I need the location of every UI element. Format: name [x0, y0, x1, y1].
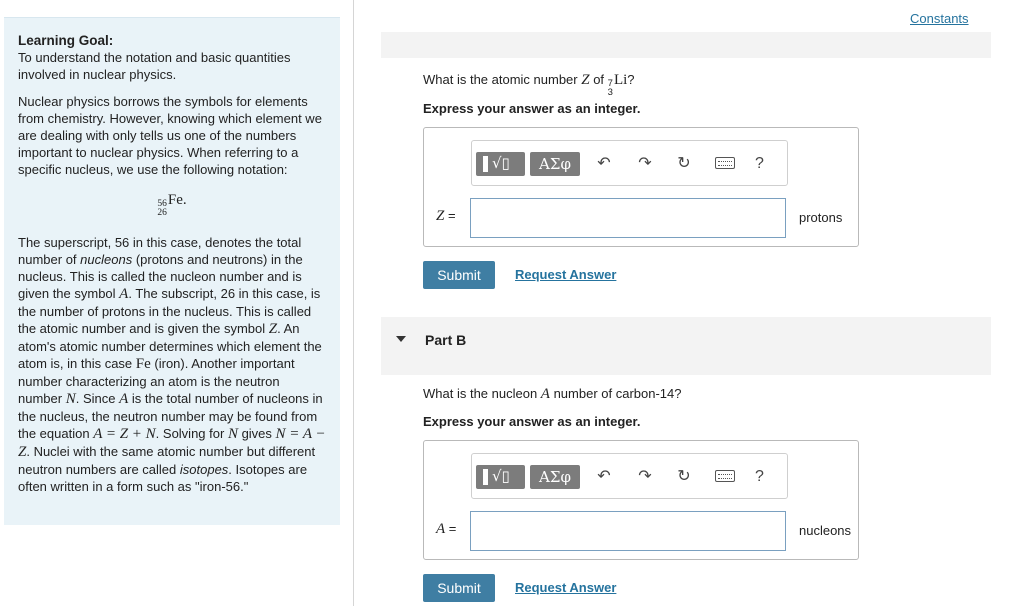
part-b-header-band	[381, 317, 991, 375]
part-b-answer-input[interactable]	[470, 511, 786, 551]
part-a-answer-input[interactable]	[470, 198, 786, 238]
part-a-submit-button[interactable]: Submit	[423, 261, 495, 289]
part-a-instruction: Express your answer as an integer.	[423, 101, 641, 116]
part-a-question: What is the atomic number Z of 7 3 Li?	[423, 72, 635, 98]
undo-icon[interactable]: ↶	[597, 468, 611, 485]
part-a-unit: protons	[799, 210, 843, 225]
mass-number: 56	[157, 199, 167, 209]
iron-nuclide-notation	[18, 192, 326, 218]
greek-symbols-button[interactable]: ΑΣφ	[530, 152, 580, 176]
learning-goal-title: Learning Goal:	[18, 33, 114, 48]
greek-symbols-button[interactable]: ΑΣφ	[530, 465, 580, 489]
atomic-number: 26	[157, 208, 167, 218]
part-b-answer-box	[423, 440, 859, 560]
part-b-collapse-icon[interactable]	[396, 336, 406, 342]
panel-divider	[353, 0, 354, 606]
part-a-math-toolbar	[471, 140, 788, 186]
lithium-nuclide-numbers: 7 3	[607, 78, 613, 98]
help-button[interactable]: ?	[755, 155, 764, 172]
element-symbol: Fe	[167, 192, 183, 208]
part-a-answer-box	[423, 127, 859, 247]
constants-link[interactable]: Constants	[910, 11, 969, 26]
formula-period: .	[182, 192, 187, 208]
part-a-header-band	[381, 32, 991, 58]
keyboard-icon[interactable]	[715, 470, 735, 482]
undo-icon[interactable]: ↶	[597, 155, 611, 172]
template-radical-icon[interactable]: √▯	[476, 465, 525, 489]
learning-goal-text: To understand the notation and basic quantities involved in nuclear physics.	[18, 50, 291, 82]
redo-icon[interactable]: ↷	[638, 468, 652, 485]
part-a-request-answer-link[interactable]: Request Answer	[515, 267, 617, 282]
learning-goal-panel	[4, 17, 340, 525]
part-b-instruction: Express your answer as an integer.	[423, 414, 641, 429]
part-b-question: What is the nucleon A number of carbon-14?	[423, 386, 682, 402]
part-b-unit: nucleons	[799, 523, 852, 538]
keyboard-icon[interactable]	[715, 157, 735, 169]
nuclide-numbers	[157, 200, 167, 218]
redo-icon[interactable]: ↷	[638, 155, 652, 172]
part-b-variable-label: A =	[436, 521, 457, 537]
intro-paragraph: Nuclear physics borrows the symbols for elements from chemistry. However, knowing which element we are dealing with only tells us one of the numbers important to nuclear physics. When referring to a specific nucleus, we use the following notation:	[18, 94, 322, 177]
part-b-math-toolbar	[471, 453, 788, 499]
template-radical-icon[interactable]: √▯	[476, 152, 525, 176]
help-button[interactable]: ?	[755, 468, 764, 485]
reset-icon[interactable]: ↻	[677, 155, 691, 172]
reset-icon[interactable]: ↻	[677, 468, 691, 485]
part-b-request-answer-link[interactable]: Request Answer	[515, 580, 617, 595]
part-b-submit-button[interactable]: Submit	[423, 574, 495, 602]
explanation-paragraph: The superscript, 56 in this case, denotes the total number of nucleons (protons and neutrons) in the nucleus. This is called the nucleon number and is given the symbol A. The subscript, 26 in this case, is the number of protons in the nucleus. This is called the atomic number and is given the symbol Z. An atom's atomic number determines which element the atom is, in this case Fe (iron). Another important number characterizing an atom is the neutron number N. Since A is the total number of nucleons in the nucleus, the neutron number may be found from the equation A = Z + N. Solving for N gives N = A − Z. Nuclei with the same atomic number but different neutron numbers are called isotopes. Isotopes are often written in a form such as "iron-56."	[18, 235, 326, 494]
part-b-label[interactable]: Part B	[425, 332, 467, 348]
part-a-variable-label: Z =	[436, 208, 456, 224]
